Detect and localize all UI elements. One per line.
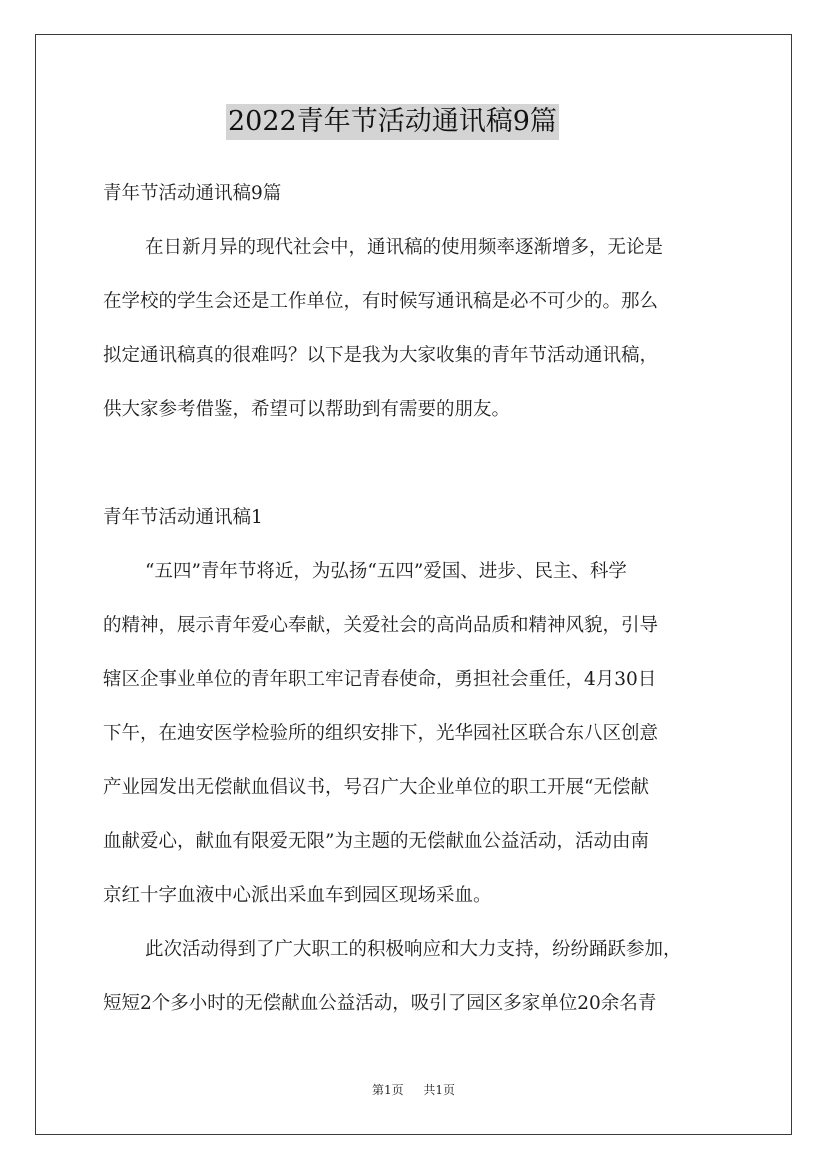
- paragraph-line: 短短2个多小时的无偿献血公益活动，吸引了园区多家单位20余名青: [103, 993, 657, 1014]
- page-footer: [0, 1082, 827, 1098]
- paragraph-line: 产业园发出无偿献血倡议书，号召广大企业单位的职工开展“无偿献: [103, 777, 649, 798]
- paragraph-line: 此次活动得到了广大职工的积极响应和大力支持，纷纷踊跃参加，: [145, 939, 682, 960]
- page-total: 共1页: [423, 1083, 455, 1097]
- page-number: 第1页: [372, 1083, 404, 1097]
- paragraph-line: 辖区企事业单位的青年职工牢记青春使命，勇担社会重任，4月30日: [103, 669, 657, 690]
- paragraph-line: 下午，在迪安医学检验所的组织安排下，光华园社区联合东八区创意: [103, 723, 659, 744]
- document-title: 2022青年节活动通讯稿9篇: [226, 104, 559, 140]
- paragraph-line: 拟定通讯稿真的很难吗？以下是我为大家收集的青年节活动通讯稿，: [103, 345, 659, 366]
- section-heading: 青年节活动通讯稿1: [103, 507, 263, 528]
- paragraph-line: 的精神，展示青年爱心奉献，关爱社会的高尚品质和精神风貌，引导: [103, 615, 659, 636]
- paragraph-line: 供大家参考借鉴，希望可以帮助到有需要的朋友。: [103, 399, 511, 420]
- paragraph-line: “五四”青年节将近，为弘扬“五四”爱国、进步、民主、科学: [145, 561, 627, 582]
- paragraph-line: 在日新月异的现代社会中，通讯稿的使用频率逐渐增多，无论是: [145, 237, 664, 258]
- paragraph-line: 在学校的学生会还是工作单位，有时候写通讯稿是必不可少的。那么: [103, 291, 659, 312]
- subtitle-line: 青年节活动通讯稿9篇: [103, 183, 282, 204]
- paragraph-line: 血献爱心，献血有限爱无限”为主题的无偿献血公益活动，活动由南: [103, 831, 649, 852]
- paragraph-line: 京红十字血液中心派出采血车到园区现场采血。: [103, 885, 492, 906]
